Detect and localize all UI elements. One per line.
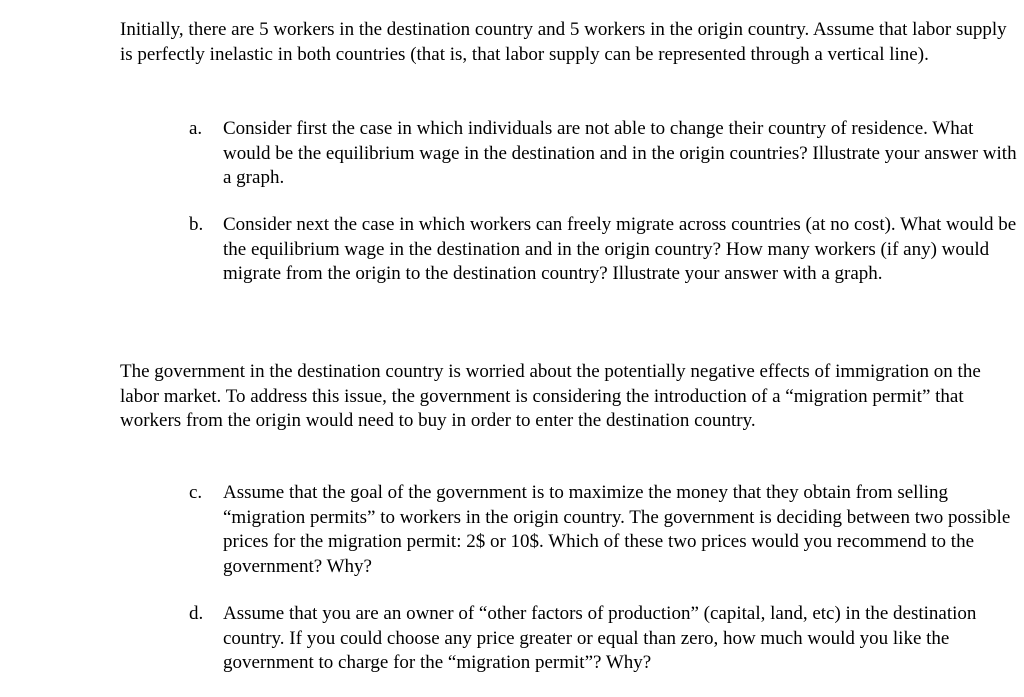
question-c: [189, 481, 1019, 579]
question-marker: b.: [189, 214, 204, 235]
question-text: Assume that you are an owner of “other factors of production” (capital, land, etc) in the destination country. If you could choose any price greater or equal than zero, how much would you like the government to charge for the “migration permit”? Why?: [223, 603, 977, 673]
question-a: [189, 117, 1019, 191]
question-text: Consider first the case in which individuals are not able to change their country of residence. What would be the equilibrium wage in the destination and in the origin countries? Illustrate your answer with a graph.: [223, 118, 1017, 188]
question-marker: a.: [189, 118, 203, 139]
question-marker: d.: [189, 603, 204, 624]
context-paragraph: The government in the destination country is worried about the potentially negative effects of immigration on the labor market. To address this issue, the government is considering the introduction of a “migration permit” that workers from the origin would need to buy in order to enter the destination country.: [120, 361, 981, 431]
question-marker: c.: [189, 482, 203, 503]
question-text: Consider next the case in which workers can freely migrate across countries (at no cost). What would be the equilibrium wage in the destination and in the origin country? How many workers (if any) would migrate from the origin to the destination country? Illustrate your answer with a graph.: [223, 214, 1017, 284]
question-d: [189, 602, 1019, 676]
question-b: [189, 213, 1019, 287]
question-text: Assume that the goal of the government is to maximize the money that they obtain from selling “migration permits” to workers in the origin country. The government is deciding between two possible prices for the migration permit: 2$ or 10$. Which of these two prices would you recommend to the government? Why?: [223, 482, 1011, 577]
intro-paragraph: Initially, there are 5 workers in the destination country and 5 workers in the origin country. Assume that labor supply is perfectly inelastic in both countries (that is, that labor supply can be represented through a vertical line).: [120, 19, 1007, 65]
